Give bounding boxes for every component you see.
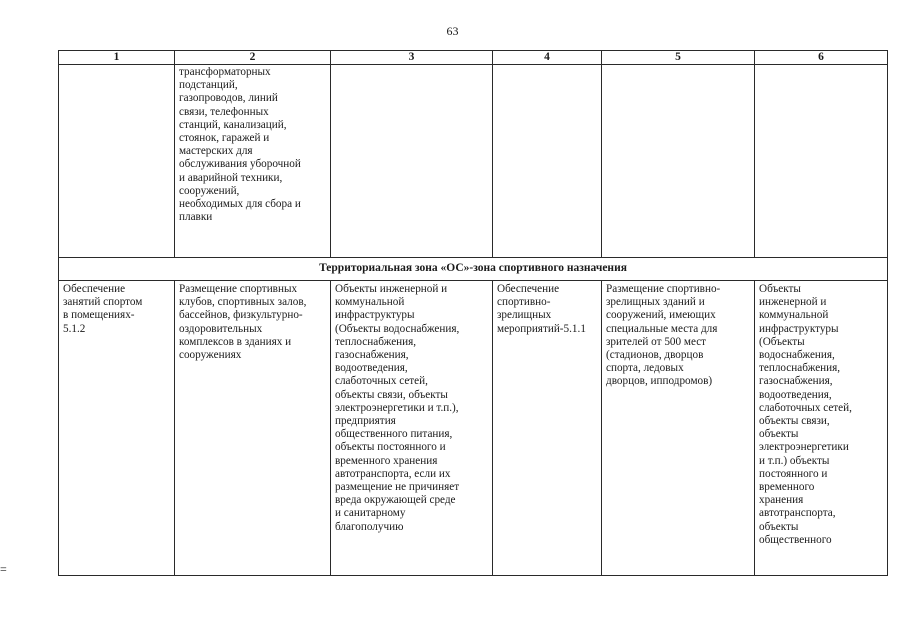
zone-title: Территориальная зона «ОС»-зона спортивного назначения	[59, 258, 888, 281]
column-header: 1	[59, 51, 175, 65]
column-header: 3	[331, 51, 493, 65]
table-cell	[331, 65, 493, 258]
table-cell: Размещение спортивных клубов, спортивных залов, бассейнов, физкультурно- оздоровительных комплексов в зданиях и сооружениях	[175, 281, 331, 576]
table-row	[59, 65, 888, 258]
table-cell: Обеспечение занятий спортом в помещениях- 5.1.2	[59, 281, 175, 576]
table-cell: Обеспечение спортивно- зрелищных мероприятий-5.1.1	[493, 281, 602, 576]
column-header: 2	[175, 51, 331, 65]
table-cell: Размещение спортивно- зрелищных зданий и сооружений, имеющих специальные места для зрителей от 500 мест (стадионов, дворцов спорта, ледовых дворцов, ипподромов)	[602, 281, 755, 576]
header-row	[59, 51, 888, 65]
table-cell	[59, 65, 175, 258]
table-cell: Объекты инженерной и коммунальной инфраструктуры (Объекты водоснабжения, теплоснабжения, газоснабжения, водоотведения, слаботочных сетей, объекты связи, объекты электроэнергетики и т.п.), предприятия общественного питания, объекты постоянного и временного хранения автотранспорта, если их размещение не причиняет вреда окружающей среде и санитарному благополучию	[331, 281, 493, 576]
table-cell	[493, 65, 602, 258]
column-header: 4	[493, 51, 602, 65]
table-cell: Объекты инженерной и коммунальной инфраструктуры (Объекты водоснабжения, теплоснабжения, газоснабжения, водоотведения, слаботочных сетей, объекты связи, объекты электроэнергетики и т.п.) объекты постоянного и временного хранения автотранспорта, объекты общественного	[755, 281, 888, 576]
page-number: 63	[446, 24, 459, 38]
column-header: 6	[755, 51, 888, 65]
table-cell	[602, 65, 755, 258]
table-row	[59, 281, 888, 576]
column-header: 5	[602, 51, 755, 65]
land-use-table	[58, 50, 888, 576]
margin-mark: =	[0, 562, 7, 576]
zone-heading-row	[59, 258, 888, 281]
table-cell	[755, 65, 888, 258]
table-cell: трансформаторных подстанций, газопроводов, линий связи, телефонных станций, канализаций, стоянок, гаражей и мастерских для обслуживания уборочной и аварийной техники, сооружений, необходимых для сбора и плавки	[175, 65, 331, 258]
